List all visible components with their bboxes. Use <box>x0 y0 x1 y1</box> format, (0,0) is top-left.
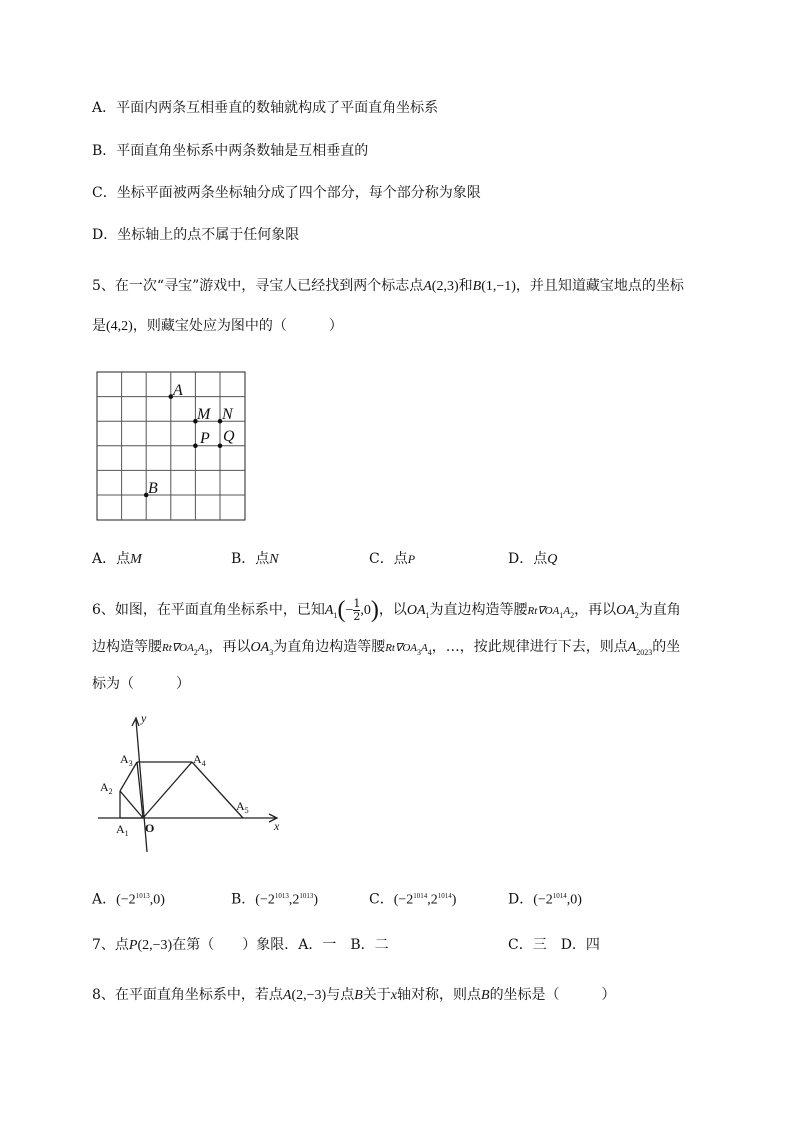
grid-label-n: N <box>222 406 233 423</box>
q6-stem-line3: 标为（ ） <box>92 676 190 692</box>
fig-label-a4: $A_4$ <box>193 752 206 768</box>
q6-option-d: D．$(-2^{1014},0)$ <box>508 891 582 908</box>
fig-label-o: O <box>145 821 155 835</box>
q6-option-c: C．$(-2^{1014},2^{1014})$ <box>369 891 457 908</box>
q6-stem-line1: 6、如图，在平面直角坐标系中，已知$A_1(-$ $\frac{1}{2}$ ,0)，以$OA_1$为直边构造等腰$Rt\nabla OA_1A_2$，再以$OA_2$为直角 <box>92 596 681 623</box>
q5-stem-line2: 是(4,2)，则藏宝处应为图中的（ ） <box>92 318 343 334</box>
q4-option-b: B．平面直角坐标系中两条数轴是互相垂直的 <box>92 143 369 159</box>
grid-label-b: B <box>148 480 158 497</box>
q5-option-b: B．点N <box>231 551 279 567</box>
y-axis-arrow <box>132 718 139 726</box>
grid-label-p: P <box>200 430 210 447</box>
point-q-dot <box>218 444 223 449</box>
q6-option-a: A．$(-2^{1013},0)$ <box>92 891 165 908</box>
q7-option-cd: C．三 D．四 <box>508 937 600 953</box>
q5-option-d: D．点Q <box>508 551 558 567</box>
q7-stem: 7、点P(2,−3)在第（ ）象限．A．一 B．二 <box>92 937 389 953</box>
q4-option-c: C．坐标平面被两条坐标轴分成了四个部分，每个部分称为象限 <box>92 185 481 201</box>
fig-label-a1: $A_1$ <box>116 822 129 838</box>
q5-option-a: A．点M <box>92 551 142 567</box>
q4-option-a: A．平面内两条互相垂直的数轴就构成了平面直角坐标系 <box>92 100 439 116</box>
fig-label-x: x <box>274 819 280 833</box>
q6-option-b: B．$(-2^{1013},2^{1013})$ <box>231 891 319 908</box>
triangle-spiral-svg <box>96 712 286 862</box>
q5-option-c: C．点P <box>369 551 416 567</box>
fig-label-a2: $A_2$ <box>100 780 113 796</box>
point-p-dot <box>193 444 198 449</box>
fig-label-y: y <box>141 712 147 725</box>
q5-stem-line1: 5、在一次“寻宝”游戏中，寻宝人已经找到两个标志点A(2,3)和B(1,−1)，并且知道藏宝地点的坐标 <box>92 278 684 294</box>
fig-label-a3: $A_3$ <box>120 752 133 768</box>
q4-option-d: D．坐标轴上的点不属于任何象限 <box>92 227 300 243</box>
treasure-grid-figure <box>96 371 246 521</box>
fig-label-a5: $A_5$ <box>236 799 249 815</box>
fraction: $\frac{1}{2}$ <box>353 596 361 623</box>
grid-svg <box>96 371 246 521</box>
triangle-spiral-figure <box>96 712 286 862</box>
grid-label-q: Q <box>223 428 235 445</box>
grid-label-m: M <box>197 406 211 423</box>
grid-label-a: A <box>173 382 183 399</box>
q8-stem: 8、在平面直角坐标系中，若点A(2,−3)与点B关于x轴对称，则点B的坐标是（ ） <box>92 987 616 1003</box>
q6-stem-line2: 边构造等腰$Rt\nabla OA_2A_3$，再以$OA_3$为直角边构造等腰$Rt\nabla OA_3A_4$，…，按此规律进行下去，则点$A_{2023}$的坐 <box>92 639 681 657</box>
